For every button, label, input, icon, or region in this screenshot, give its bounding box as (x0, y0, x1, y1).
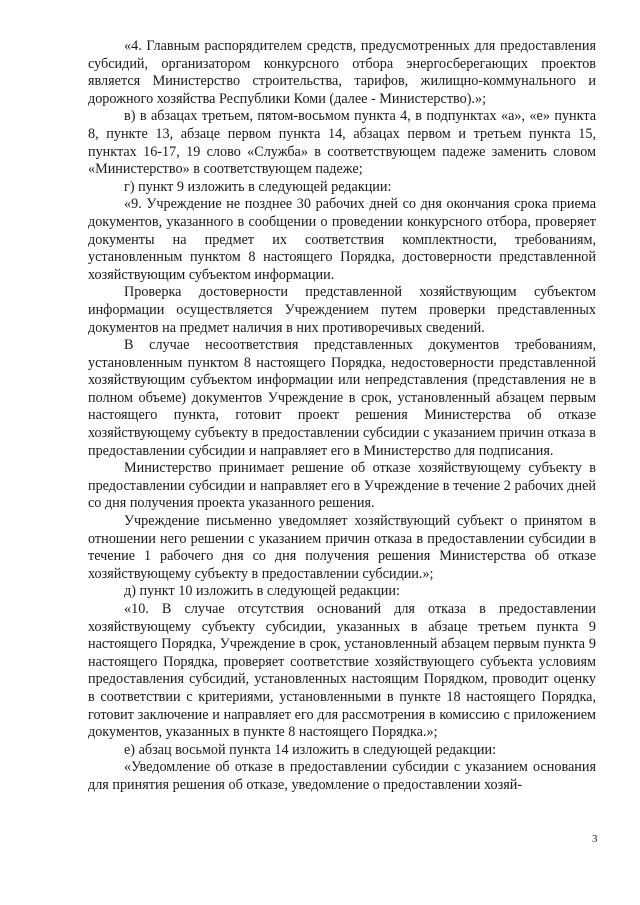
paragraph-7: Министерство принимает решение об отказе хозяйствующему субъекту в предоставлении субсидии и направляет его в Учреждение в течение 2 рабочих дней со дня получения проекта указанного решения. (88, 460, 596, 512)
page-number: 3 (592, 833, 598, 845)
paragraph-1: «4. Главным распорядителем средств, предусмотренных для предоставления субсидий, организатором конкурсного отбора энергосберегающих проектов является Министерство строительства, тарифов, жилищно-коммунального и дорожного хозяйства Республики Коми (далее - Министерство).»; (88, 38, 596, 107)
document-body (88, 38, 596, 795)
paragraph-4: «9. Учреждение не позднее 30 рабочих дней со дня окончания срока приема документов, указанного в сообщении о проведении конкурсного отбора, проверяет документы на предмет их соответствия комплектности, требованиям, установленным пунктом 8 настоящего Порядка, достоверности представленной хозяйствующим субъектом информации. (88, 196, 596, 283)
paragraph-2: в) в абзацах третьем, пятом-восьмом пункта 4, в подпунктах «а», «е» пункта 8, пункте 13, абзаце первом пункта 14, абзацах первом и третьем пункта 15, пунктах 16-17, 19 слово «Служба» в соответствующем падеже заменить словом «Министерство» в соответствующем падеже; (88, 108, 596, 178)
paragraph-12: «Уведомление об отказе в предоставлении субсидии с указанием основания для принятия решения об отказе, уведомление о предоставлении хозяй- (88, 759, 596, 793)
paragraph-11: е) абзац восьмой пункта 14 изложить в следующей редакции: (124, 741, 497, 758)
paragraph-6: В случае несоответствия представленных документов требованиям, установленным пунктом 8 настоящего Порядка, недостоверности представленной хозяйствующим субъектом информации или непредставления (представления не в полном объеме) документов Учреждение в срок, установленный абзацем первым настоящего пункта, готовит проект решения Министерства об отказе хозяйствующему субъекту в предоставлении субсидии с указанием причин отказа в предоставлении субсидии и направляет его в Министерство для подписания. (88, 337, 596, 459)
paragraph-8: Учреждение письменно уведомляет хозяйствующий субъект о принятом в отношении него решении с указанием причин отказа в предоставлении субсидии в течение 1 рабочего дня со дня получения решения Министерства об отказе хозяйствующему субъекту в предоставлении субсидии.»; (88, 513, 596, 582)
paragraph-10: «10. В случае отсутствия оснований для отказа в предоставлении хозяйствующему субъекту субсидии, указанных в абзаце третьем пункта 9 настоящего Порядка, Учреждение в срок, установленный абзацем первым пункта 9 настоящего Порядка, проверяет соответствие хозяйствующего субъекта условиям предоставления субсидий, установленных настоящим Порядком, проводит оценку в соответствии с критериями, установленными в пункте 18 настоящего Порядка, готовит заключение и направляет его для рассмотрения в комиссию с приложением документов, указанных в пункте 8 настоящего Порядка.»; (88, 601, 596, 741)
paragraph-5: Проверка достоверности представленной хозяйствующим субъектом информации осуществляется Учреждением путем проверки представленных документов на предмет наличия в них противоречивых сведений. (88, 284, 596, 336)
paragraph-9: д) пункт 10 изложить в следующей редакции: (124, 583, 400, 600)
paragraph-3: г) пункт 9 изложить в следующей редакции: (124, 178, 392, 195)
